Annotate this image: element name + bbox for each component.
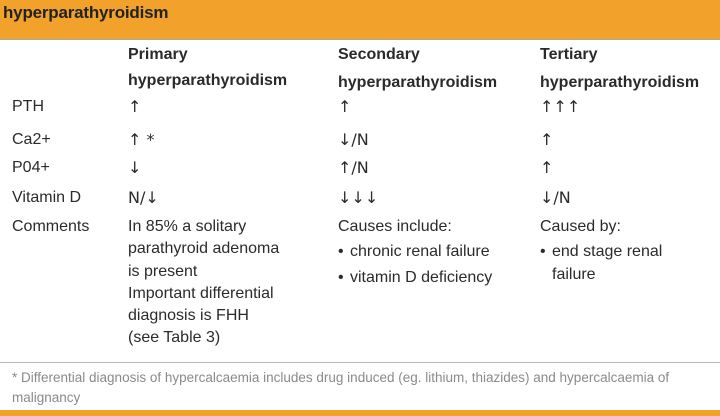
comments-primary [128, 216, 279, 350]
comments-primary-line: In 85% a solitary [128, 218, 247, 235]
table-title: hyperparathyroidism [3, 3, 169, 22]
pth-secondary: ↑ [338, 97, 352, 116]
comments-primary-line: is present [128, 262, 198, 280]
comments-tertiary-intro: Caused by: [540, 218, 621, 235]
comments-secondary-intro: Causes include: [338, 218, 452, 235]
bottom-accent-strip [0, 410, 720, 416]
header-primary [128, 42, 287, 94]
bullet-dot-icon: • [540, 243, 546, 261]
bullet-text: end stage renal [552, 243, 663, 261]
comments-primary-line: diagnosis is FHH [128, 307, 249, 325]
row-label-ca: Ca2+ [12, 131, 51, 148]
pth-primary: ↑ [128, 97, 142, 116]
bullet-text: vitamin D deficiency [350, 268, 493, 286]
bullet-text: failure [552, 265, 596, 283]
bullet-dot-icon: • [338, 268, 344, 286]
header-tertiary-line1: Tertiary [540, 46, 598, 63]
row-label-comments: Comments [12, 218, 90, 235]
footnote: * Differential diagnosis of hypercalcaemia includes drug induced (eg. lithium, thiazides) and hypercalcaemia of malignancy [12, 370, 670, 405]
vitd-primary: N/↓ [128, 188, 159, 207]
header-primary-line1: Primary [128, 46, 188, 63]
bullet-continuation [540, 264, 662, 286]
bullet-dot-icon: • [338, 243, 344, 261]
ca-primary: ↑ * [128, 130, 155, 149]
comments-secondary [338, 216, 492, 289]
po4-tertiary: ↑ [540, 158, 554, 177]
po4-secondary: ↑/N [338, 158, 369, 177]
row-label-pth: PTH [12, 98, 44, 115]
po4-primary: ↓ [128, 158, 142, 177]
footnote-divider [0, 362, 720, 363]
ca-tertiary: ↑ [540, 130, 554, 149]
comments-primary-line: Important differential [128, 284, 274, 302]
pth-tertiary: ↑↑↑ [540, 97, 581, 116]
bullet-item [540, 241, 662, 263]
header-primary-line2: hyperparathyroidism [128, 72, 288, 89]
header-tertiary-line2: hyperparathyroidism [540, 74, 700, 91]
header-tertiary [540, 42, 699, 96]
bullet-text: chronic renal failure [350, 243, 490, 261]
bullet-item [338, 267, 492, 289]
header-secondary [338, 42, 497, 96]
bullet-item [338, 241, 492, 263]
vitd-secondary: ↓↓↓ [338, 188, 379, 207]
ca-secondary: ↓/N [338, 130, 369, 149]
header-secondary-line1: Secondary [338, 46, 420, 63]
row-label-vitd: Vitamin D [12, 189, 82, 206]
header-secondary-line2: hyperparathyroidism [338, 74, 498, 91]
row-label-po4: P04+ [12, 159, 50, 176]
comments-tertiary [540, 216, 662, 286]
comments-primary-line: parathyroid adenoma [128, 240, 280, 258]
vitd-tertiary: ↓/N [540, 188, 571, 207]
comments-primary-line: (see Table 3) [128, 329, 221, 347]
table-title-bar [0, 0, 720, 40]
